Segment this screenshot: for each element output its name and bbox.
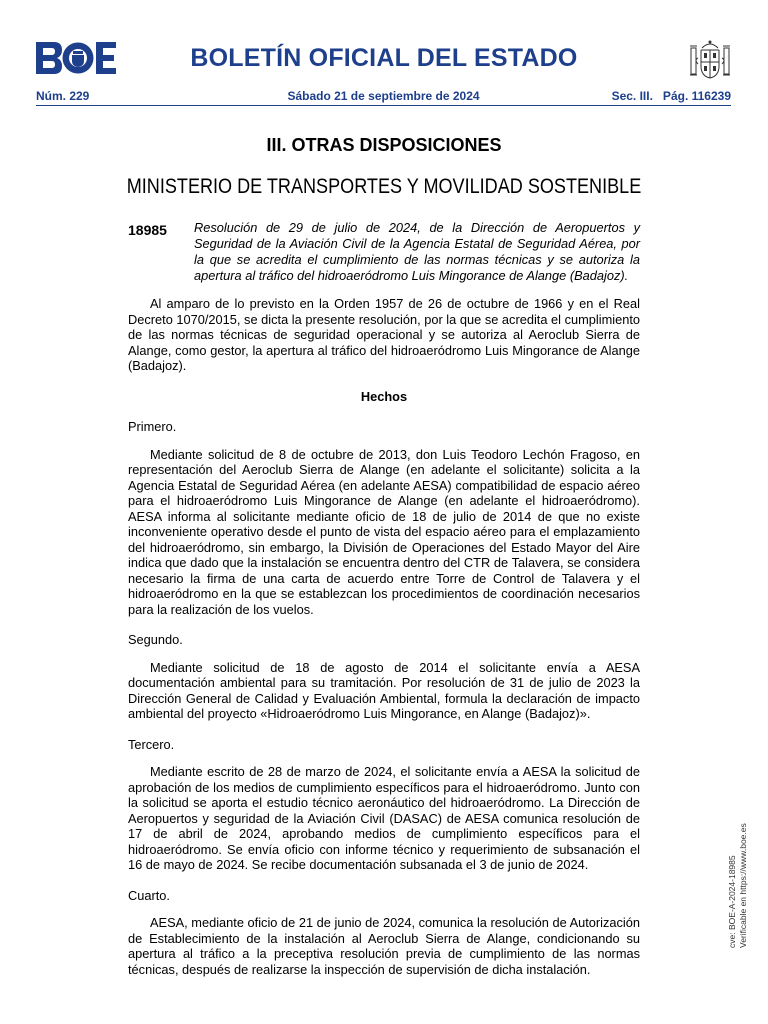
document-body — [128, 296, 640, 977]
bulletin-title: BOLETÍN OFICIAL DEL ESTADO — [190, 44, 578, 72]
third-label: Tercero. — [128, 736, 175, 752]
reference-title: Resolución de 29 de julio de 2024, de la Dirección de Aeropuertos y Seguridad de la Aviación Civil de la Agencia Estatal de Seguridad Aérea, por la que se acredita el cumplimiento de las normas técnicas y se autoriza la apertura al tráfico del hidroaeródromo Luis Mingorance de Alange (Badajoz). — [194, 220, 640, 283]
verify-link[interactable]: Verificable en https://www.boe.es — [738, 823, 748, 948]
issue-number: Núm. 229 — [36, 89, 90, 103]
issue-info-bar — [36, 87, 731, 105]
fourth-paragraph: AESA, mediante oficio de 21 de junio de 2024, comunica la resolución de Autorización de Establecimiento de la instalación al Aeroclub Sierra de Alange, condicionando su apertura al tráfico a la preceptiva resolución previa de cumplimiento de las normas técnicas, después de realizarse la inspección de supervisión de dicha instalación. — [128, 915, 640, 977]
first-label: Primero. — [128, 419, 177, 434]
spanish-coat-of-arms-icon — [688, 38, 732, 80]
ministry-name: MINISTERIO DE TRANSPORTES Y MOVILIDAD SOSTENIBLE — [126, 175, 642, 198]
intro-paragraph: Al amparo de lo previsto en la Orden 1957 de 26 de octubre de 1966 y en el Real Decreto 1070/2015, se dicta la presente resolución, por la que se acredita el cumplimiento de las normas técnicas de seguridad operacional y se autoriza al Aeroclub Sierra de Alange, como gestor, la apertura al tráfico del hidroaeródromo Luis Mingorance de Alange (Badajoz). — [128, 296, 640, 373]
third-paragraph: Mediante escrito de 28 de marzo de 2024, el solicitante envía a AESA la solicitud de aprobación de los medios de cumplimiento específicos para el hidroaeródromo. Junto con la solicitud se aporta el estudio técnico aeronáutico del hidroaeródromo. La Dirección de Aeropuertos y seguridad de la Aviación Civil (DASAC) de AESA comunica resolución de 17 de abril de 2024, aprobando medios de cumplimiento específicos para el hidroaeródromo. Se envía oficio con informe técnico y requerimiento de subsanación el 16 de mayo de 2024. Se recibe documentación subsanada el 3 de junio de 2024. — [128, 764, 640, 872]
facts-heading: Hechos — [360, 388, 408, 404]
first-paragraph: Mediante solicitud de 8 de octubre de 2013, don Luis Teodoro Lechón Fragoso, en representación del Aeroclub Sierra de Alange (en adelante el solicitante) solicita a la Agencia Estatal de Seguridad Aérea (en adelante AESA) compatibilidad de espacio aéreo para el hidroaeródromo Luis Mingorance de Alange (en adelante el hidroaeródromo). AESA informa al solicitante mediante oficio de 18 de julio de 2014 de que no existe inconveniente operativo desde el punto de vista del espacio aéreo para el emplazamiento del hidroaeródromo, sin embargo, la División de Operaciones del Estado Mayor del Aire indica que dado que la instalación se encuentra dentro del CTR de Talavera, se considera necesario la firma de una carta de acuerdo entre Torre de Control de Talavera y el hidroaeródromo en la que se establezcan los procedimientos de coordinación necesarios para la realización de los vuelos. — [128, 446, 640, 617]
cve-code: cve: BOE-A-2024-18985 — [727, 855, 737, 948]
section-page: Sec. III. Pág. 116239 — [611, 89, 731, 103]
section-title: III. OTRAS DISPOSICIONES — [266, 135, 502, 155]
header-divider — [36, 105, 731, 106]
reference-number: 18985 — [128, 222, 167, 238]
verification-side-note — [727, 718, 749, 948]
fourth-label: Cuarto. — [128, 887, 170, 903]
second-label: Segundo. — [128, 632, 183, 647]
issue-date: Sábado 21 de septiembre de 2024 — [287, 89, 480, 103]
second-paragraph: Mediante solicitud de 18 de agosto de 2014 el solicitante envía a AESA documentación ambiental para su tramitación. Por resolución de 31 de julio de 2023 la Dirección General de Calidad y Evaluación Ambiental, formula la declaración de impacto ambiental del proyecto «Hidroaeródromo Luis Mingorance, en Alange (Badajoz)». — [128, 659, 640, 721]
